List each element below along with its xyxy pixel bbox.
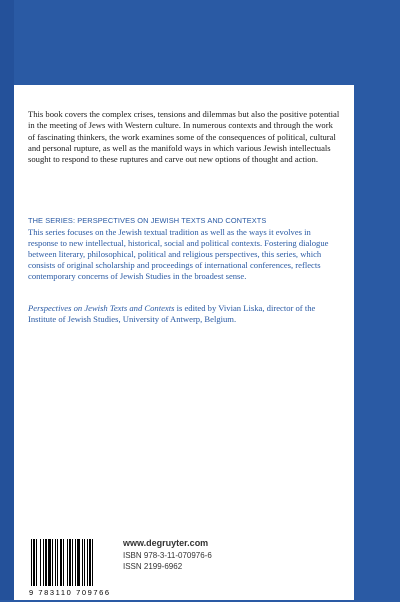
series-editor-credit — [28, 303, 340, 325]
barcode-bar — [84, 539, 85, 586]
series-heading: THE SERIES: PERSPECTIVES ON JEWISH TEXTS AND CONTEXTS — [28, 216, 267, 225]
series-title: Perspectives on Jewish Texts and Contexts — [28, 303, 175, 313]
barcode-bar — [82, 539, 83, 586]
barcode-bar — [87, 539, 88, 586]
barcode-bar — [60, 539, 62, 586]
barcode-bar — [33, 539, 35, 586]
barcode-bar — [48, 539, 51, 586]
barcode-bar — [55, 539, 56, 586]
barcode-graphic — [28, 537, 110, 597]
barcode-bar — [75, 539, 76, 586]
barcode-bar — [67, 539, 68, 586]
book-description: This book covers the complex crises, tensions and dilemmas but also the positive potential in the meeting of Jews with Western culture. In numerous contexts and through the work of fascinating thinkers, the work examines some of the consequences of political, cultural and personal rupture, as well as the manifold ways in which various Jewish intellectuals sought to respond to these ruptures and carve out new options of thought and action. — [28, 109, 340, 165]
publisher-info — [123, 537, 212, 572]
isbn-number: ISBN 978-3-11-070976-6 — [123, 551, 212, 560]
barcode-bar — [69, 539, 71, 586]
barcode-bar — [43, 539, 44, 586]
barcode-bar — [52, 539, 53, 586]
series-editor-text: is edited by Vivian Liska, director of the Institute of Jewish Studies, University of Antwerp, Belgium. — [28, 303, 316, 325]
barcode-bar — [45, 539, 47, 586]
barcode-bar — [92, 539, 93, 586]
barcode-bar — [89, 539, 91, 586]
barcode-bar — [57, 539, 58, 586]
barcode-bar — [63, 539, 64, 586]
barcode-bar — [77, 539, 80, 586]
issn-number: ISSN 2199-6962 — [123, 562, 183, 571]
barcode-digits: 9 783110 709766 — [29, 588, 109, 597]
barcode-bar — [72, 539, 73, 586]
isbn-barcode — [28, 537, 110, 597]
cover-spine-strip — [0, 0, 14, 600]
barcode-bar — [36, 539, 37, 586]
publisher-url: www.degruyter.com — [123, 538, 209, 548]
barcode-bar — [40, 539, 41, 586]
barcode-bar — [31, 539, 32, 586]
series-description: This series focuses on the Jewish textual tradition as well as the ways it evolves in response to new intellectual, historical, social and political contexts. Fostering dialogue between literary, philosophical, political and religious perspectives, this series, which consists of original scholarship and proceedings of international conferences, reflects contemporary concerns of Jewish Studies in the broadest sense. — [28, 227, 329, 282]
